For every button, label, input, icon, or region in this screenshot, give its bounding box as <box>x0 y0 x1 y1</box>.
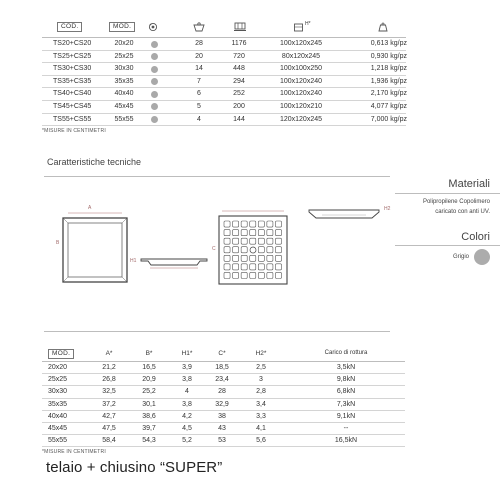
table-cell: 32,9 <box>215 400 229 408</box>
weight-icon <box>193 22 205 32</box>
frame-side-view <box>140 255 208 271</box>
table-cell-mod: 25x25 <box>114 52 134 60</box>
table-cell: 7,3kN <box>336 400 356 408</box>
table-cell: 30x30 <box>48 388 68 396</box>
color-swatch-grigio <box>474 249 490 265</box>
table-cell-cod: TS20+CS20 <box>53 40 92 47</box>
table-cell: 4,2 <box>182 412 192 420</box>
table-cell: 5,6 <box>256 437 266 445</box>
table-cell-dim: 100x120x240 <box>279 77 323 85</box>
table-row <box>42 51 406 64</box>
table-cell-mod: 55x55 <box>114 115 134 123</box>
table-row <box>42 63 406 76</box>
divider <box>395 193 500 194</box>
table-cell-dim: 100x120x240 <box>279 90 323 98</box>
table-cell: 28 <box>218 388 226 396</box>
cover-top-view <box>218 208 288 286</box>
dimension-label-b: B <box>56 240 60 246</box>
table-cell: 45x45 <box>48 424 68 432</box>
table-header-cell: B* <box>145 350 153 357</box>
packaging-table-body <box>42 38 406 126</box>
table-cell-cod: TS35+CS35 <box>53 77 92 85</box>
table-cell: 3 <box>259 376 263 384</box>
table-cell-dim: 100x100x250 <box>279 65 323 73</box>
table-cell: 4,5 <box>182 424 192 432</box>
table-cell: 43 <box>218 424 226 432</box>
table-row <box>42 101 406 114</box>
color-dot <box>151 53 158 60</box>
table-cell: 42,7 <box>102 412 116 420</box>
scale-icon <box>377 22 389 32</box>
color-dot <box>151 103 158 110</box>
table-cell: 9,1kN <box>336 412 356 420</box>
table-header-cell: MOD. <box>48 349 74 359</box>
table-row <box>42 386 405 398</box>
table-cell: 23,4 <box>215 376 229 384</box>
table-cell: 47,5 <box>102 424 116 432</box>
divider <box>44 176 390 177</box>
table-cell: 3,8 <box>182 376 192 384</box>
table-cell-qty2: 1176 <box>231 40 247 47</box>
table-cell: 53 <box>218 437 226 445</box>
cover-side-view <box>308 208 380 222</box>
table-cell: 4,1 <box>256 424 266 432</box>
table-header-cell: Carico di rottura <box>324 350 368 356</box>
table-cell-qty1: 20 <box>195 52 203 60</box>
table-cell: 55x55 <box>48 437 68 445</box>
section-title: Caratteristiche tecniche <box>47 157 142 167</box>
table-cell: 21,2 <box>102 364 116 371</box>
table-row <box>42 399 405 411</box>
table-row <box>42 38 406 51</box>
table-row <box>42 114 406 127</box>
table-cell-qty2: 294 <box>233 77 245 85</box>
table-cell-dim: 100x120x210 <box>279 102 323 110</box>
table-cell: 2,5 <box>256 364 266 371</box>
table-row <box>42 374 405 386</box>
table-row <box>42 411 405 423</box>
table-cell: 37,2 <box>102 400 116 408</box>
table-cell-dim: 100x120x245 <box>279 40 323 47</box>
dimension-label-h1: H1 <box>130 258 137 264</box>
color-icon <box>148 22 158 32</box>
packaging-table-header <box>42 19 406 37</box>
table-cell-qty1: 14 <box>195 65 203 73</box>
dimension-label-a: A <box>88 205 92 211</box>
table-cell: 25x25 <box>48 376 68 384</box>
table-cell: 18,5 <box>215 364 229 371</box>
table-cell-qty2: 720 <box>233 52 245 60</box>
table-cell-cod: TS40+CS40 <box>53 90 92 98</box>
packaging-table <box>42 19 406 134</box>
table-cell: 16,5 <box>142 364 156 371</box>
table-cell-qty2: 200 <box>233 102 245 110</box>
table-cell: 3,3 <box>256 412 266 420</box>
table-cell: 4 <box>185 388 189 396</box>
table-cell-qty1: 6 <box>197 90 201 98</box>
table-row <box>42 362 405 374</box>
table-cell: 25,2 <box>142 388 156 396</box>
table-header-cell: C* <box>218 350 226 357</box>
table-cell-mod: 35x35 <box>114 77 134 85</box>
color-dot <box>151 116 158 123</box>
table-cell-qty1: 4 <box>197 115 201 123</box>
color-dot <box>151 91 158 98</box>
table-cell-qty1: 28 <box>195 40 203 47</box>
table-cell: 2,8 <box>256 388 266 396</box>
table-cell: 3,9 <box>182 364 192 371</box>
table-cell: 26,8 <box>102 376 116 384</box>
table-cell-weight: 0,930 kg/pz <box>370 52 407 60</box>
table-cell: 16,5kN <box>334 437 358 445</box>
table-cell-cod: TS45+CS45 <box>53 102 92 110</box>
colors-title: Colori <box>461 231 490 243</box>
table-cell-weight: 7,000 kg/pz <box>370 115 407 123</box>
table-header-cell: H1* <box>181 350 193 357</box>
pallet-icon <box>233 22 247 32</box>
table-cell-qty1: 5 <box>197 102 201 110</box>
table-header-cell: H2* <box>255 350 267 357</box>
table-cell: 6,8kN <box>336 388 356 396</box>
table-cell: 3,8 <box>182 400 192 408</box>
table-cell-weight: 2,170 kg/pz <box>370 90 407 98</box>
table-cell: -- <box>343 424 349 432</box>
table-cell: 30,1 <box>142 400 156 408</box>
table-cell: 20,9 <box>142 376 156 384</box>
dimensions-table-header <box>42 345 405 361</box>
product-title: telaio + chiusino “SUPER” <box>46 459 223 476</box>
divider <box>395 245 500 246</box>
table-cell-qty2: 144 <box>233 115 245 123</box>
divider <box>44 331 390 332</box>
table-cell-qty1: 7 <box>197 77 201 85</box>
table-cell-mod: 45x45 <box>114 102 134 110</box>
table-cell-cod: TS30+CS30 <box>53 65 92 73</box>
table-cell: 20x20 <box>48 364 68 371</box>
table-row <box>42 435 405 447</box>
table-cell-mod: 20x20 <box>114 40 134 47</box>
table-cell-weight: 0,613 kg/pz <box>370 40 407 47</box>
frame-top-view <box>62 208 128 285</box>
table-cell: 35x35 <box>48 400 68 408</box>
table-cell-weight: 1,936 kg/pz <box>370 77 407 85</box>
color-dot <box>151 41 158 48</box>
table-cell-dim: 80x120x245 <box>281 52 321 60</box>
table-row <box>42 423 405 435</box>
dimension-label-c: C <box>212 246 216 252</box>
measurement-note: *MISURE IN CENTIMETRI <box>42 449 106 456</box>
table-header-cell: A* <box>105 350 113 357</box>
table-cell: 58,4 <box>102 437 116 445</box>
color-dot <box>151 78 158 85</box>
dimensions-table-body <box>42 362 405 447</box>
table-cell-weight: 4,077 kg/pz <box>370 102 407 110</box>
table-cell: 5,2 <box>182 437 192 445</box>
table-cell: 32,5 <box>102 388 116 396</box>
table-cell: 3,5kN <box>336 364 356 371</box>
materials-title: Materiali <box>448 178 490 190</box>
table-cell-qty2: 448 <box>233 65 245 73</box>
table-cell-mod: 30x30 <box>114 65 134 73</box>
dimensions-table <box>42 345 405 455</box>
table-cell: 39,7 <box>142 424 156 432</box>
table-cell-cod: TS25+CS25 <box>53 52 92 60</box>
table-cell: 3,4 <box>256 400 266 408</box>
table-row <box>42 76 406 89</box>
table-row <box>42 88 406 101</box>
table-cell-mod: 40x40 <box>114 90 134 98</box>
table-cell: 40x40 <box>48 412 68 420</box>
measurement-note: *MISURE IN CENTIMETRI <box>42 128 106 135</box>
table-cell: 9,8kN <box>336 376 356 384</box>
table-cell-dim: 120x120x245 <box>279 115 323 123</box>
table-cell: 54,3 <box>142 437 156 445</box>
dimension-label-h2: H2 <box>384 206 391 212</box>
table-cell: 38 <box>218 412 226 420</box>
color-name: Grigio <box>452 254 469 260</box>
table-cell-qty2: 252 <box>233 90 245 98</box>
dimensions-icon: H* <box>293 22 311 32</box>
color-dot <box>151 66 158 73</box>
table-cell-cod: TS55+CS55 <box>53 115 92 123</box>
materials-description: Polipropilene Copolimero caricato con anti UV. <box>422 199 490 215</box>
header-cod: COD. <box>57 22 82 32</box>
table-cell: 38,6 <box>142 412 156 420</box>
table-cell-weight: 1,218 kg/pz <box>370 65 407 73</box>
header-mod: MOD. <box>109 22 135 32</box>
